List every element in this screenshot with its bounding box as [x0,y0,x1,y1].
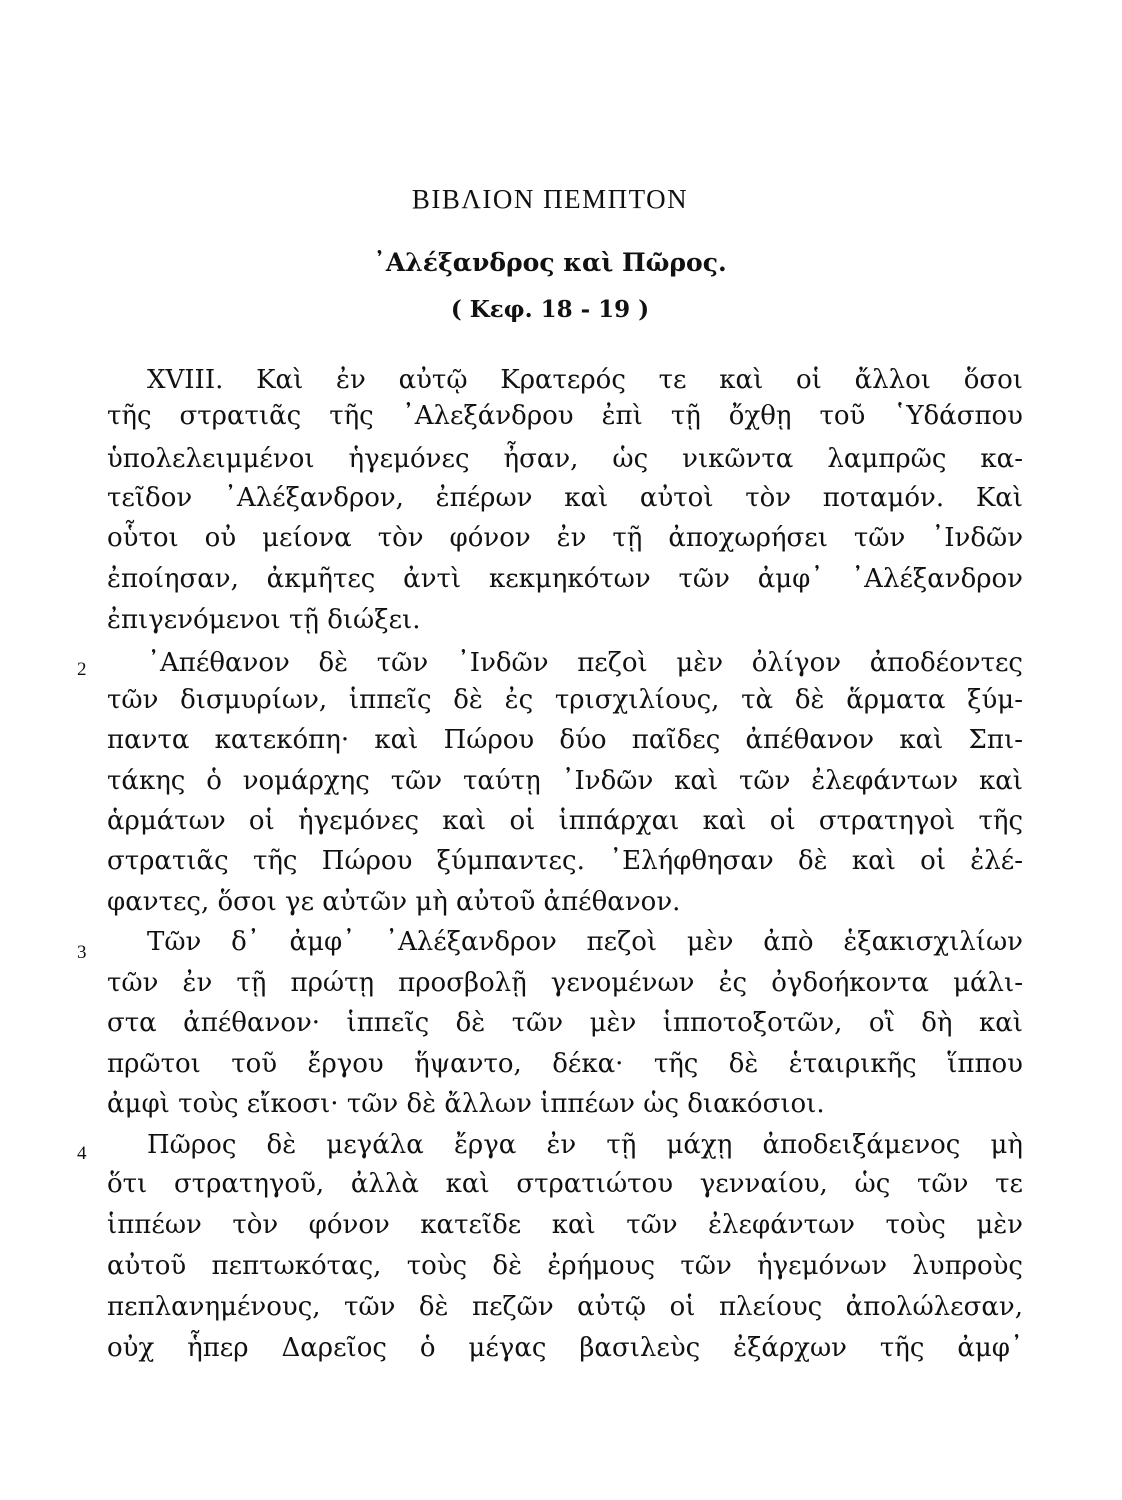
text-line: τῶν δισμυρίων, ἱππεῖς δὲ ἐς τρισχιλίους, τὰ δὲ ἅρματα ξύμ- [107,685,1023,715]
text-line: ἁρμάτων οἱ ἡγεμόνες καὶ οἱ ἱππάρχαι καὶ οἱ στρατηγοὶ τῆς [107,806,1023,836]
paragraph-number: 3 [77,942,87,963]
chapter-range: ( Κεφ. 18 - 19 ) [450,296,650,323]
text-line: τεῖδον ᾿Αλέξανδρον, ἐπέρων καὶ αὐτοὶ τὸν ποταμόν. Καὶ [107,483,1023,513]
text-line: οὐχ ἧπερ Δαρεῖος ὁ μέγας βασιλεὺς ἐξάρχων τῆς ἀμφ᾿ [107,1333,1023,1363]
paragraph-number: 2 [77,659,87,680]
text-line: ἱππέων τὸν φόνον κατεῖδε καὶ τῶν ἐλεφάντων τοὺς μὲν [107,1210,1023,1240]
text-line: ὑπολελειμμένοι ἡγεμόνες ἦσαν, ὡς νικῶντα λαμπρῶς κα- [107,444,1023,474]
paragraph-number: 4 [77,1143,87,1164]
text-line: ᾿Απέθανον δὲ τῶν ᾿Ινδῶν πεζοὶ μὲν ὀλίγον ἀποδέοντες [147,648,1023,678]
book-title: ΒΙΒΛΙΟΝ ΠΕΜΠΤΟΝ [411,184,689,214]
text-line: πρῶτοι τοῦ ἔργου ἥψαντο, δέκα· τῆς δὲ ἑταιρικῆς ἵππου [107,1049,1023,1079]
text-line: ὅτι στρατηγοῦ, ἀλλὰ καὶ στρατιώτου γενναίου, ὡς τῶν τε [107,1169,1023,1199]
text-line: ἐποίησαν, ἀκμῆτες ἀντὶ κεκμηκότων τῶν ἀμφ᾿ ᾿Αλέξανδρον [107,564,1023,594]
text-line: αὐτοῦ πεπτωκότας, τοὺς δὲ ἐρήμους τῶν ἡγεμόνων λυπροὺς [107,1251,1023,1281]
text-line: τάκης ὁ νομάρχης τῶν ταύτῃ ᾿Ινδῶν καὶ τῶν ἐλεφάντων καὶ [107,766,1023,796]
text-line: παντα κατεκόπη· καὶ Πώρου δύο παῖδες ἀπέθανον καὶ Σπι- [107,725,1023,755]
text-line: στρατιᾶς τῆς Πώρου ξύμπαντες. ᾿Ελήφθησαν δὲ καὶ οἱ ἐλέ- [107,846,1023,876]
text-line: οὗτοι οὐ μείονα τὸν φόνον ἐν τῇ ἀποχωρήσει τῶν ᾿Ινδῶν [107,523,1023,553]
section-title: ᾿Αλέξανδρος καὶ Πῶρος. [373,248,727,277]
text-line: ἀμφὶ τοὺς εἴκοσι· τῶν δὲ ἄλλων ἱππέων ὡς διακόσιοι. [107,1089,825,1119]
text-line: πεπλανημένους, τῶν δὲ πεζῶν αὐτῷ οἱ πλείους ἀπολώλεσαν, [107,1292,1023,1322]
text-line: ἐπιγενόμενοι τῇ διώξει. [107,605,421,635]
text-line: τῆς στρατιᾶς τῆς ᾿Αλεξάνδρου ἐπὶ τῇ ὄχθῃ τοῦ ῾Υδάσπου [107,401,1023,431]
text-line: Πῶρος δὲ μεγάλα ἔργα ἐν τῇ μάχῃ ἀποδειξάμενος μὴ [147,1130,1023,1160]
text-line: στα ἀπέθανον· ἱππεῖς δὲ τῶν μὲν ἱπποτοξοτῶν, οἳ δὴ καὶ [107,1008,1023,1038]
text-line: XVIII. Καὶ ἐν αὐτῷ Κρατερός τε καὶ οἱ ἄλλοι ὅσοι [147,365,1023,395]
text-line: τῶν ἐν τῇ πρώτῃ προσβολῇ γενομένων ἐς ὀγδοήκοντα μάλι- [107,968,1023,998]
text-line: Τῶν δ᾿ ἀμφ᾿ ᾿Αλέξανδρον πεζοὶ μὲν ἀπὸ ἑξακισχιλίων [147,927,1023,957]
text-line: φαντες, ὅσοι γε αὐτῶν μὴ αὐτοῦ ἀπέθανον. [107,887,681,917]
